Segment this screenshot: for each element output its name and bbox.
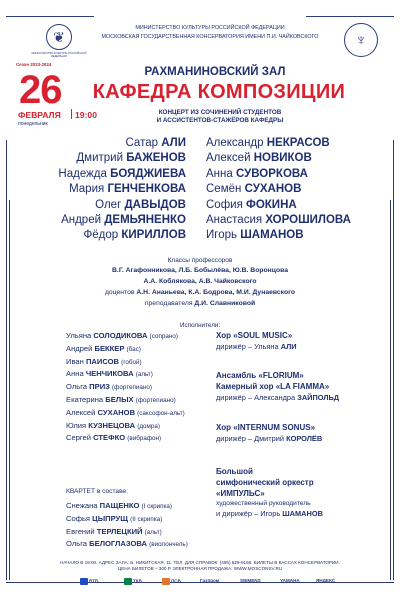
composer-name: Алексей НОВИКОВ — [206, 152, 312, 165]
subtitle-line-2: И АССИСТЕНТОВ-СТАЖЁРОВ КАФЕДРЫ — [156, 117, 284, 125]
choir-soul-music-conductor: дирижёр – Ульяна АЛИ — [216, 342, 297, 351]
composer-name: Олег ДАВЫДОВ — [95, 198, 186, 211]
composer-name: Дмитрий БАЖЕНОВ — [76, 152, 186, 165]
composer-name: Андрей ДЕМЬЯНЕНКО — [61, 214, 186, 227]
composer-name: София ФОКИНА — [206, 198, 297, 211]
docents-names: А.Н. Ананьева, К.А. Бодрова, М.И. Дунаевского — [136, 289, 296, 296]
docents-prefix: доцентов — [104, 289, 135, 296]
professors-line-2: А.А. Коблякова, А.В. Чайковского — [143, 278, 257, 285]
psb-logo-icon — [162, 578, 170, 585]
choir-soul-music — [216, 330, 297, 352]
frame-right-line-1 — [393, 140, 394, 580]
ensemble-florium-name: Ансамбль «FLORIUM» — [216, 371, 304, 380]
frame-top-right-line — [306, 16, 394, 17]
orchestra-name-line-3: «ИМПУЛЬС» — [216, 489, 265, 498]
ensemble-florium — [216, 370, 339, 403]
conservatory-seal-icon: ♆ — [344, 23, 378, 57]
soloist-row: Анна ЧЕНЧИКОВА (альт) — [66, 369, 153, 379]
subtitle-line-1: КОНЦЕРТ ИЗ СОЧИНЕНИЙ СТУДЕНТОВ — [158, 109, 282, 116]
composer-name: Надежда БОЯДЖИЕВА — [58, 167, 186, 180]
frame-left-line-1 — [6, 140, 7, 580]
quartet-row: Ольга БЕЛОГЛАЗОВА (виолончель) — [66, 539, 188, 549]
composer-name: Анна СУВОРКОВА — [206, 167, 308, 180]
ministry-line: МИНИСТЕРСТВО КУЛЬТУРЫ РОССИЙСКОЙ ФЕДЕРАЦИИ — [135, 25, 285, 31]
choir-soul-music-name: Хор «SOUL MUSIC» — [216, 331, 293, 340]
vtb-logo-icon — [80, 578, 88, 585]
frame-right-line-2 — [390, 200, 391, 580]
choir-internum-sonus-name: Хор «INTERNUM SONUS» — [216, 423, 316, 432]
lecturer-name: Д.И. Славниковой — [194, 300, 256, 307]
composer-name: Фёдор КИРИЛЛОВ — [83, 229, 186, 242]
date-time-separator — [71, 109, 72, 119]
soloist-row: Андрей БЕККЕР (бас) — [66, 343, 141, 353]
internum-sonus-conductor: дирижёр – Дмитрий КОРОЛЁВ — [216, 434, 323, 443]
docents-line — [40, 289, 360, 296]
crest-icon: ❦ — [46, 24, 72, 50]
soloist-row: Екатерина БЕЛЫХ (фортепиано) — [66, 394, 176, 404]
hall-name: РАХМАНИНОВСКИЙ ЗАЛ — [144, 66, 286, 78]
composer-name: Александр НЕКРАСОВ — [206, 137, 330, 149]
footer-info-line-1: НАЧАЛО В 19:00. АДРЕС ЗАЛА: Б. НИКИТСКАЯ, 11. ТЕЛ. ДЛЯ СПРАВОК: (495) 629-9166. БИЛЕТЫ В КАССАХ КОНСЕРВАТОРИИ. — [60, 560, 340, 565]
orchestra-impuls — [216, 466, 323, 519]
quartet-row: Софья ЦЫПРУЩ (II скрипка) — [66, 513, 163, 523]
event-weekday: понедельник — [18, 121, 48, 127]
composer-name: Сатар АЛИ — [125, 137, 186, 149]
soloist-row: Юлия КУЗНЕЦОВА (домра) — [66, 420, 160, 430]
soloist-row: Ульяна СОЛОДИКОВА (сопрано) — [66, 331, 178, 340]
quartet-list — [66, 500, 188, 551]
event-month: ФЕВРАЛЯ — [18, 110, 61, 120]
concert-title: КАФЕДРА КОМПОЗИЦИИ — [92, 81, 346, 103]
soloist-row: Иван ПАИСОВ (гобой) — [66, 356, 142, 366]
professors-line-1: В.Г. Агафонникова, Л.Б. Бобылёва, Ю.В. Воронцова — [112, 267, 288, 274]
choir-internum-sonus — [216, 422, 322, 444]
lecturer-prefix: преподавателя — [144, 300, 193, 307]
sponsor-psb: ПСБ — [162, 578, 181, 585]
soloist-row: Сергей СТЕФКО (вибрафон) — [66, 433, 162, 443]
conservatory-line: МОСКОВСКАЯ ГОСУДАРСТВЕННАЯ КОНСЕРВАТОРИЯ ИМЕНИ П.И. ЧАЙКОВСКОГО — [101, 34, 319, 40]
choir-la-fiamma-name: Камерный хор «LA FIAMMA» — [216, 382, 330, 391]
event-time: 19:00 — [75, 110, 97, 120]
lecturer-line — [40, 300, 360, 307]
sponsor-vtb: ВТБ — [80, 578, 98, 585]
orchestra-director-label: художественный руководитель — [216, 500, 311, 507]
footer-info-line-2: ЦЕНА БИЛЕТОВ – 300 Р. ЭЛЕКТРОННАЯ ПРОДАЖА: WWW.MOSCONSV.RU — [117, 566, 283, 571]
soloists-list — [66, 330, 185, 445]
tkb-logo-icon — [124, 578, 132, 585]
sponsor-yandex: ЯНДЕКС — [316, 578, 336, 583]
orchestra-name-line-1: Большой — [216, 467, 253, 476]
quartet-row: Евгений ТЕРЛЕЦКИЙ (альт) — [66, 526, 162, 536]
composer-name: Анастасия ХОРОШИЛОВА — [206, 214, 351, 227]
event-day: 26 — [19, 68, 62, 112]
frame-left-line-2 — [9, 200, 10, 580]
sponsor-siemens: SIEMENS — [240, 578, 261, 583]
concert-subtitle — [120, 109, 320, 125]
composers-right-column — [206, 136, 351, 244]
performers-heading: Исполнители: — [180, 322, 221, 329]
professors-heading: Классы профессоров — [167, 257, 233, 264]
sponsor-tkb: ТКБ — [124, 578, 142, 585]
florium-conductor: дирижёр – Александра ЗАЙПОЛЬД — [216, 393, 340, 402]
sponsor-gazprom: Газпром — [200, 578, 220, 583]
crest-caption: МИНИСТЕРСТВО КУЛЬТУРЫ РОССИЙСКОЙ ФЕДЕРАЦИИ — [31, 52, 87, 59]
composer-name: Семён СУХАНОВ — [206, 183, 302, 196]
composer-name: Мария ГЕНЧЕНКОВА — [69, 183, 186, 196]
orchestra-conductor: и дирижёр – Игорь ШАМАНОВ — [216, 509, 323, 518]
soloist-row: Ольга ПРИЗ (фортепиано) — [66, 382, 153, 392]
soloist-row: Алексей СУХАНОВ (саксофон-альт) — [66, 407, 185, 417]
sponsor-yamaha: YAMAHA — [280, 578, 300, 583]
composers-left-column — [58, 136, 186, 244]
orchestra-name-line-2: симфонический оркестр — [216, 478, 314, 487]
quartet-row: Снежана ПАЩЕНКО (I скрипка) — [66, 501, 172, 510]
quartet-heading: КВАРТЕТ в составе: — [66, 488, 129, 495]
season-label: Сезон 2023-2024 — [16, 62, 52, 67]
composer-name: Игорь ШАМАНОВ — [206, 229, 304, 242]
frame-top-left-line — [6, 16, 94, 17]
